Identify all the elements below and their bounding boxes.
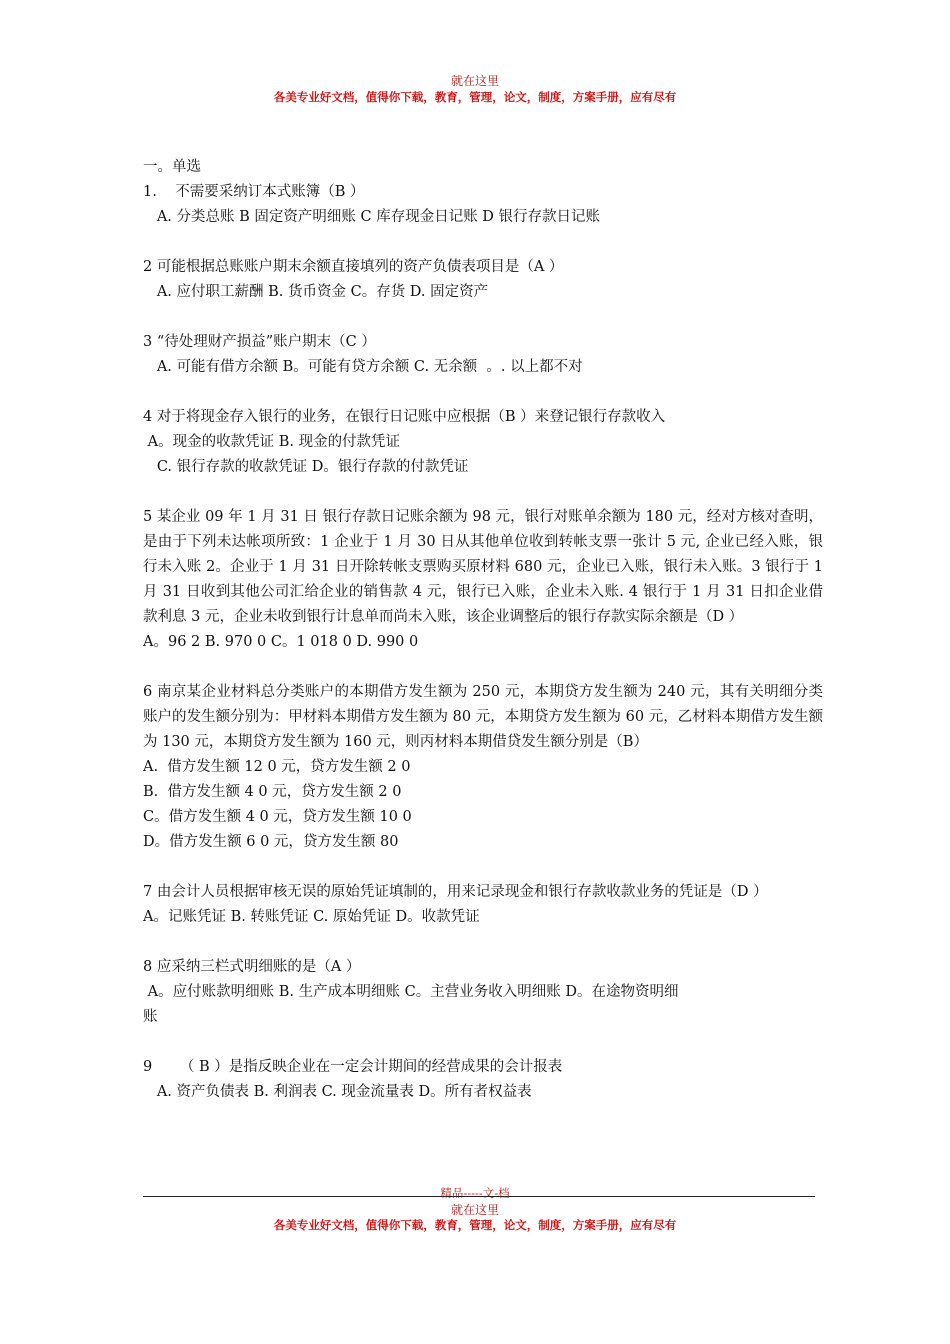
question-option: D。借方发生额 6 0 元，贷方发生额 80 xyxy=(143,834,399,850)
question-5 xyxy=(143,505,823,655)
question-option: C。借方发生额 4 0 元，贷方发生额 10 0 xyxy=(143,809,412,825)
question-1 xyxy=(143,180,823,230)
question-option: B. 借方发生额 4 0 元，贷方发生额 2 0 xyxy=(143,784,402,800)
footer-title: 就在这里 xyxy=(450,1203,499,1217)
question-options: A。应付账款明细账 B. 生产成本明细账 C。主营业务收入明细账 D。在途物资明细 xyxy=(143,984,679,1000)
question-8 xyxy=(143,955,823,1030)
question-stem: 5 某企业 09 年 1 月 31 日 银行存款日记账余额为 98 元，银行对账单余额为 180 元，经对方核对查明，是由于下列未达帐项所致：1 企业于 1 月 30 日从其他单位收到转帐支票一张计 5 元, 企业已经入账，银行未入账 2。企业于 1 月 31 日开除转帐支票购买原材料 680 元，企业已入账，银行未入账。3 银行于 1 月 31 日收到其他公司汇给企业的销售款 4 元，银行已入账，企业未入账. 4 银行于 1 月 31 日扣企业借款利息 3 元，企业未收到银行计息单而尚未入账，该企业调整后的银行存款实际余额是（D ） xyxy=(143,509,823,625)
document-body xyxy=(143,155,823,1105)
question-options: A. 应付职工薪酬 B. 货币资金 C。存货 D. 固定资产 xyxy=(143,284,489,300)
question-options-continued: 账 xyxy=(143,1009,158,1025)
question-options: A。现金的收款凭证 B. 现金的付款凭证 xyxy=(143,434,401,450)
footer-divider xyxy=(143,1196,815,1197)
question-options: C. 银行存款的收款凭证 D。银行存款的付款凭证 xyxy=(143,459,469,475)
question-stem: 8 应采纳三栏式明细账的是（A ） xyxy=(143,959,361,975)
question-stem: 3 “待处理财产损益”账户期末（C ） xyxy=(143,334,376,350)
question-stem: 4 对于将现金存入银行的业务，在银行日记账中应根据（B ）来登记银行存款收入 xyxy=(143,409,666,425)
question-options: A。记账凭证 B. 转账凭证 C. 原始凭证 D。收款凭证 xyxy=(143,909,480,925)
question-3 xyxy=(143,330,823,380)
question-stem: 6 南京某企业材料总分类账户的本期借方发生额为 250 元，本期贷方发生额为 240 元，其有关明细分类账户的发生额分别为：甲材料本期借方发生额为 80 元，本期贷方发生额为 60 元，乙材料本期借方发生额为 130 元，本期贷方发生额为 160 元，则丙材料本期借贷发生额分别是（B） xyxy=(143,684,823,750)
question-options: A. 分类总账 B 固定资产明细账 C 库存现金日记账 D 银行存款日记账 xyxy=(143,209,601,225)
header-title: 就在这里 xyxy=(450,74,499,88)
question-stem: 2 可能根据总账账户期末余额直接填列的资产负债表项目是（A ） xyxy=(143,259,564,275)
question-9 xyxy=(143,1055,823,1105)
footer-watermark: 精品-----文-档 xyxy=(440,1186,510,1200)
question-4 xyxy=(143,405,823,480)
question-stem: 7 由会计人员根据审核无误的原始凭证填制的，用来记录现金和银行存款收款业务的凭证是（D ） xyxy=(143,884,768,900)
question-options: A。96 2 B. 970 0 C。1 018 0 D. 990 0 xyxy=(143,634,419,650)
question-stem: 1. 不需要采纳订本式账簿（B ） xyxy=(143,184,365,200)
question-7 xyxy=(143,880,823,930)
footer-subtitle: 各美专业好文档，值得你下载，教育，管理，论文，制度，方案手册，应有尽有 xyxy=(273,1218,677,1232)
question-options: A. 资产负债表 B. 利润表 C. 现金流量表 D。所有者权益表 xyxy=(143,1084,532,1100)
question-2 xyxy=(143,255,823,305)
header-subtitle: 各美专业好文档，值得你下载，教育，管理，论文，制度，方案手册，应有尽有 xyxy=(273,90,677,104)
section-title: 一。单选 xyxy=(143,159,201,175)
question-6 xyxy=(143,680,823,855)
question-option: A. 借方发生额 12 0 元，贷方发生额 2 0 xyxy=(143,759,411,775)
question-stem: 9 （ B ）是指反映企业在一定会计期间的经营成果的会计报表 xyxy=(143,1059,563,1075)
question-options: A. 可能有借方余额 B。可能有贷方余额 C. 无余额 。. 以上都不对 xyxy=(143,359,583,375)
